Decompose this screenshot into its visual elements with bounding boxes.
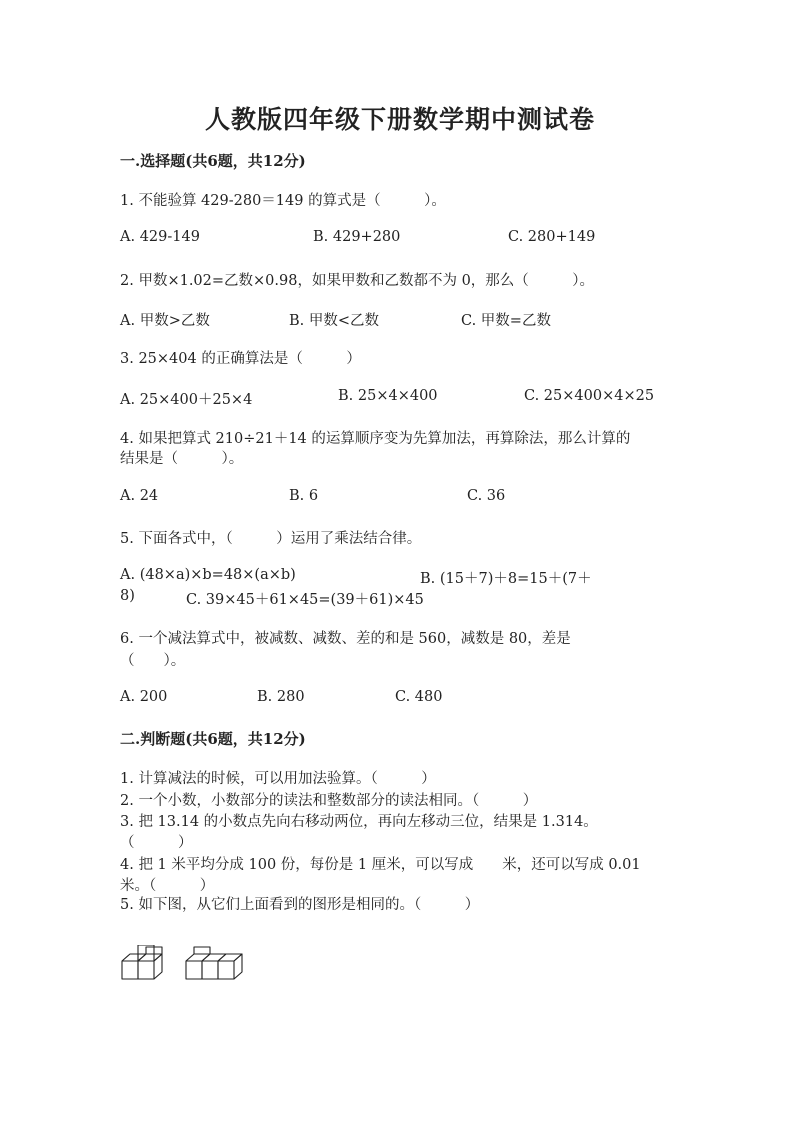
q5-option-c: C. 39×45＋61×45=(39＋61)×45	[186, 592, 424, 608]
judge-line-7: 5. 如下图，从它们上面看到的图形是相同的。（ ）	[120, 897, 480, 913]
q2-option-c: C. 甲数=乙数	[461, 313, 551, 329]
cube-figures-svg	[120, 945, 250, 990]
q3-option-a: A. 25×400＋25×4	[120, 392, 253, 408]
question-4-line-1: 4. 如果把算式 210÷21＋14 的运算顺序变为先算加法，再算除法，那么计算的	[120, 431, 631, 447]
judge-line-6: 米。（ ）	[120, 878, 215, 894]
question-4-line-2: 结果是（ ）。	[120, 451, 244, 467]
q6-option-a: A. 200	[120, 689, 168, 705]
question-6-line-1: 6. 一个减法算式中，被减数、减数、差的和是 560，减数是 80，差是	[120, 631, 571, 647]
question-5: 5. 下面各式中，（ ）运用了乘法结合律。	[120, 531, 422, 547]
judge-line-5: 4. 把 1 米平均分成 100 份，每份是 1 厘米，可以写成 米，还可以写成 0.01	[120, 857, 641, 873]
q3-option-c: C. 25×400×4×25	[524, 388, 655, 404]
question-1: 1. 不能验算 429-280＝149 的算式是（ ）。	[120, 193, 446, 209]
section-1-heading: 一.选择题(共6题，共12分)	[120, 152, 306, 170]
judge-line-4: （ ）	[120, 835, 193, 851]
q2-option-b: B. 甲数<乙数	[289, 313, 380, 329]
q4-option-b: B. 6	[289, 488, 319, 504]
q5-option-b: B. (15＋7)＋8=15＋(7＋	[420, 571, 592, 587]
section-2-heading: 二.判断题(共6题，共12分)	[120, 730, 306, 748]
q4-option-c: C. 36	[467, 488, 506, 504]
q6-option-b: B. 280	[257, 689, 305, 705]
q1-option-a: A. 429-149	[120, 229, 200, 245]
judge-line-1: 1. 计算减法的时候，可以用加法验算。（ ）	[120, 771, 436, 787]
q5-option-b-continued: 8)	[120, 588, 135, 604]
question-2: 2. 甲数×1.02=乙数×0.98，如果甲数和乙数都不为 0，那么（ ）。	[120, 273, 595, 289]
question-6-line-2: （ ）。	[120, 653, 186, 669]
q4-option-a: A. 24	[120, 488, 159, 504]
cube-group-left	[122, 945, 162, 979]
cube-group-right	[186, 947, 242, 979]
cube-figures	[120, 945, 250, 994]
q3-option-b: B. 25×4×400	[338, 388, 438, 404]
judge-line-2: 2. 一个小数，小数部分的读法和整数部分的读法相同。（ ）	[120, 793, 538, 809]
page-title: 人教版四年级下册数学期中测试卷	[204, 105, 595, 134]
q1-option-b: B. 429+280	[313, 229, 401, 245]
q1-option-c: C. 280+149	[508, 229, 596, 245]
judge-line-3: 3. 把 13.14 的小数点先向右移动两位，再向左移动三位，结果是 1.314。	[120, 814, 598, 830]
q2-option-a: A. 甲数>乙数	[120, 313, 210, 329]
question-3: 3. 25×404 的正确算法是（ ）	[120, 351, 361, 367]
q5-option-a: A. (48×a)×b=48×(a×b)	[120, 567, 296, 583]
q6-option-c: C. 480	[395, 689, 443, 705]
